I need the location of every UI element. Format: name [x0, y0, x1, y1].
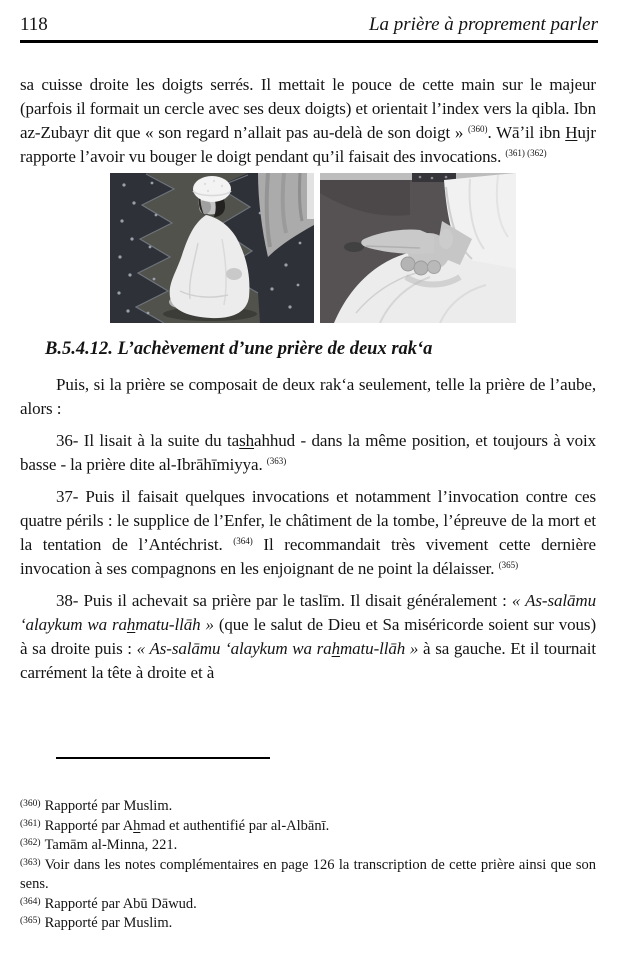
footnote-marker: (365) — [20, 916, 41, 926]
page-header — [20, 14, 598, 43]
footnote-marker: (363) — [20, 857, 41, 868]
running-title: La prière à proprement parler — [368, 14, 598, 35]
figure-row — [110, 173, 596, 323]
footnote-marker: (362) — [20, 838, 41, 848]
footnote-text: Rapporté par Muslim. — [44, 798, 173, 814]
footnote-marker: (364) — [20, 896, 41, 907]
footnote-361 — [20, 817, 596, 837]
footnote-text: Rapporté par Muslim. — [44, 915, 173, 931]
footnote-list — [20, 797, 596, 934]
paragraph-finger-continuation: sa cuisse droite les doigts serrés. Il mettait le pouce de cette main sur le majeur (parfois il formait un cercle avec ses deux doigts) et orientait l’index vers la qibla. Ibn az-Zubayr dit que « son regard n’allait pas au-delà de son doigt » $^{(360)}$. Wāʼil ibn Hujr rapporte l’avoir vu bouger le doigt pendant qu’il faisait des invocations. $^{(361) (362)}$ — [20, 75, 596, 166]
paragraph-37: 37- Puis il faisait quelques invocations et notamment l’invocation contre ces quatre périls : le supplice de l’Enfer, le châtiment de la tombe, l’épreuve de la mort et la tentation de l’Antéchrist. $^{(364)}$ Il recommandait très vivement cette dernière invocation à ses compagnons en les enjoignant de ne point la délaisser. $^{(365)}$ — [20, 487, 596, 578]
footnote-text: Rapporté par Abū Dāwud. — [44, 895, 197, 912]
footnote-364 — [20, 895, 596, 915]
footnote-360 — [20, 797, 596, 817]
footnote-separator — [56, 757, 270, 759]
footnotes-section — [20, 757, 596, 934]
footnote-marker: (361) — [20, 818, 41, 829]
footnote-text: Tamām al-Minna, 221. — [44, 837, 178, 853]
section-heading: B.5.4.12. L’achèvement d’une prière de deux rak‘a — [45, 339, 433, 359]
footnote-363 — [20, 856, 596, 895]
pointing-finger-photo — [320, 173, 516, 323]
footnote-text: Voir dans les notes complémentaires en page 126 la transcription de cette prière ainsi que son sens. — [20, 856, 596, 892]
prayer-sitting-photo — [110, 173, 314, 323]
paragraph-38: 38- Puis il achevait sa prière par le taslīm. Il disait généralement : « As-salāmu ‘alaykum wa rahmatu-llāh » (que le salut de Dieu et Sa miséricorde soient sur vous) à sa droite puis : « As-salāmu ‘alaykum wa rahmatu-llāh » à sa gauche. Et il tournait carrément la tête à droite et à — [20, 591, 597, 682]
paragraph-36: 36- Il lisait à la suite du tashahhud - dans la même position, et toujours à voix basse - la prière dite al-Ibrāhīmiyya. $^{(363)}$ — [20, 431, 596, 474]
footnote-text: Rapporté par Ahmad et authentifié par al-Albānī. — [44, 817, 330, 834]
body-text — [20, 73, 596, 693]
footnote-marker: (360) — [20, 799, 41, 809]
page-number: 118 — [20, 14, 48, 35]
paragraph-intro: Puis, si la prière se composait de deux rak‘a seulement, telle la prière de l’aube, alors : — [20, 375, 596, 418]
footnote-365 — [20, 914, 596, 934]
footnote-362 — [20, 836, 596, 856]
